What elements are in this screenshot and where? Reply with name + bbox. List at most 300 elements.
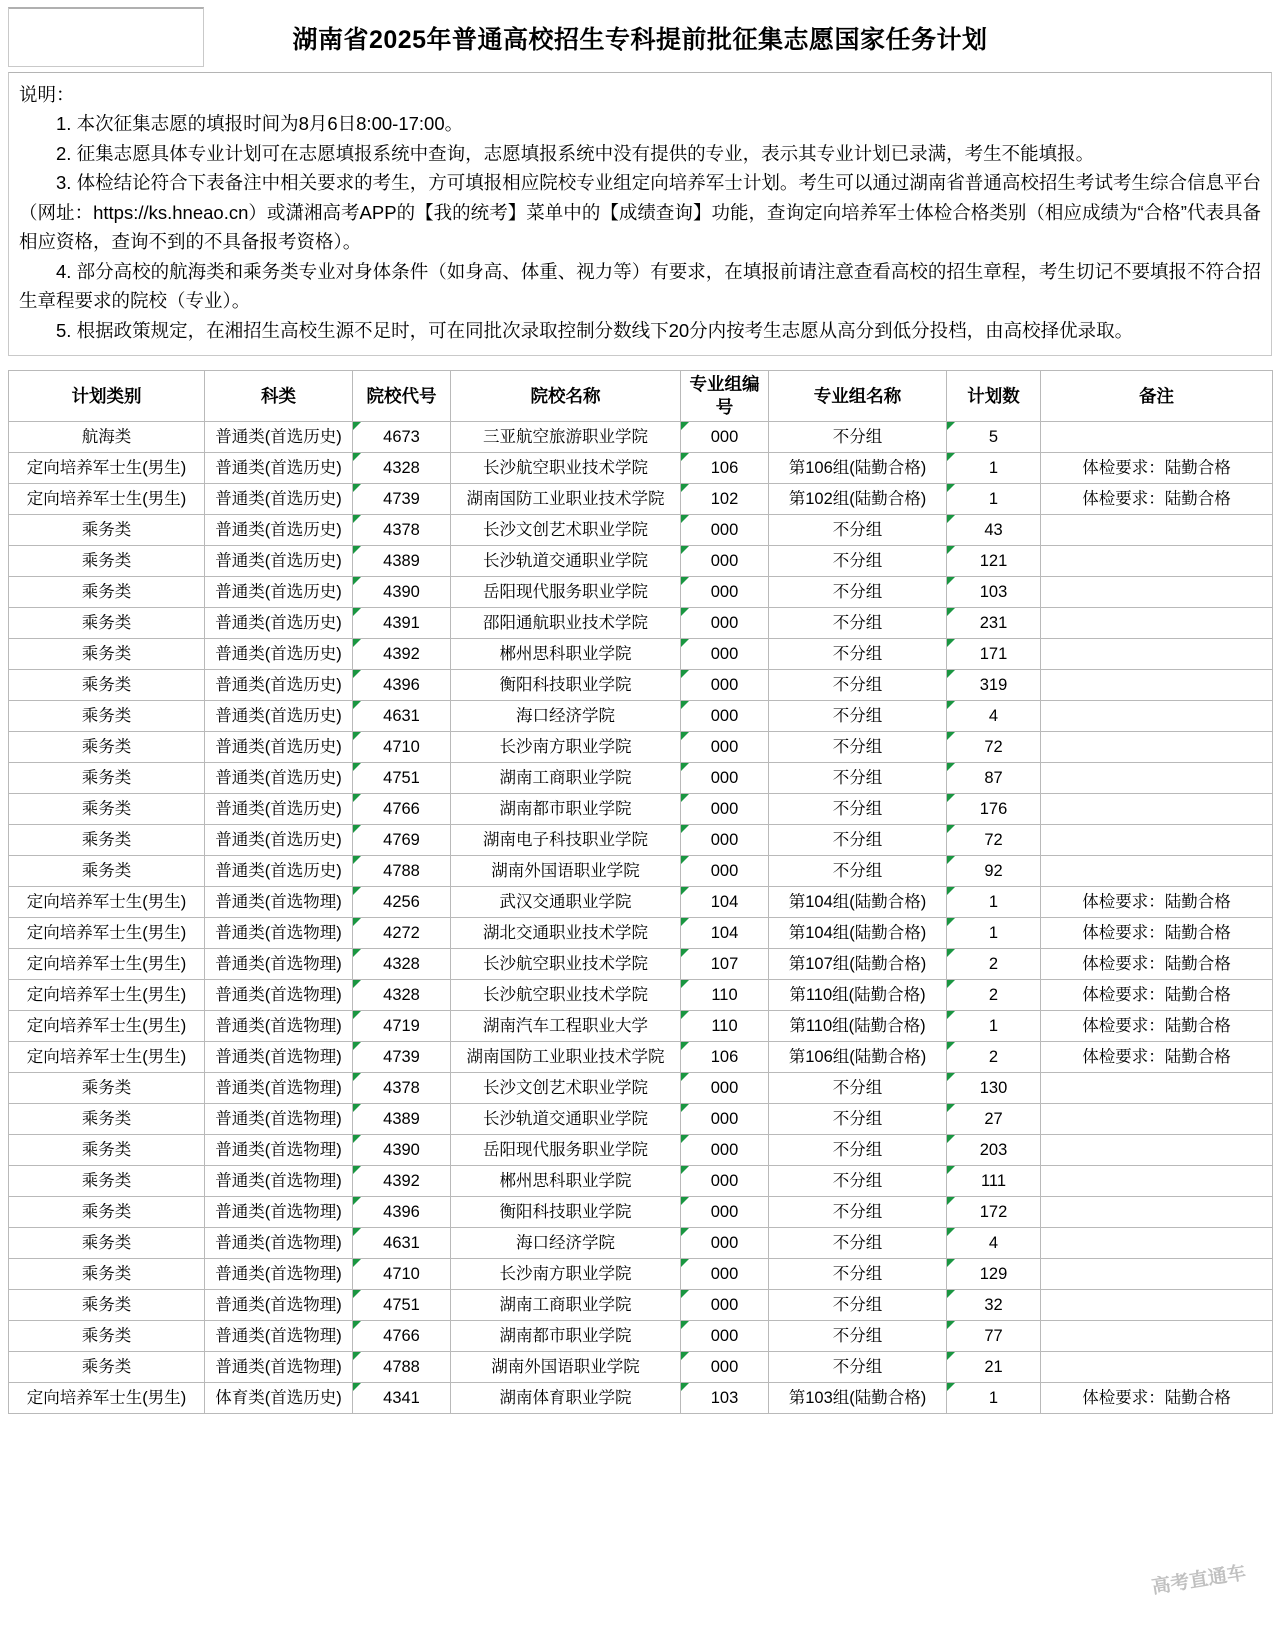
table-header-row	[9, 371, 1273, 422]
plan-school-name: 海口经济学院	[451, 701, 681, 732]
plan-remark	[1041, 422, 1273, 453]
plan-group-name: 不分组	[769, 577, 947, 608]
plan-subject: 普通类(首选物理)	[205, 1135, 353, 1166]
plan-count: 4	[947, 701, 1041, 732]
plan-group-name: 不分组	[769, 1104, 947, 1135]
plan-subject: 普通类(首选物理)	[205, 1042, 353, 1073]
plan-subject: 普通类(首选物理)	[205, 1290, 353, 1321]
plan-group-name: 不分组	[769, 1259, 947, 1290]
plan-table	[8, 370, 1273, 1414]
table-row	[9, 701, 1273, 732]
plan-count: 319	[947, 670, 1041, 701]
plan-category: 定向培养军士生(男生)	[9, 1383, 205, 1414]
plan-table-wrapper	[8, 370, 1272, 1414]
plan-category: 定向培养军士生(男生)	[9, 887, 205, 918]
plan-group-number: 104	[681, 887, 769, 918]
plan-school-code: 4272	[353, 918, 451, 949]
plan-remark: 体检要求：陆勤合格	[1041, 1042, 1273, 1073]
plan-group-number: 000	[681, 515, 769, 546]
plan-group-name: 不分组	[769, 1321, 947, 1352]
plan-group-name: 不分组	[769, 515, 947, 546]
plan-subject: 普通类(首选历史)	[205, 577, 353, 608]
plan-subject: 普通类(首选历史)	[205, 701, 353, 732]
plan-subject: 普通类(首选物理)	[205, 887, 353, 918]
plan-school-code: 4391	[353, 608, 451, 639]
plan-group-number: 000	[681, 763, 769, 794]
plan-group-number: 104	[681, 918, 769, 949]
plan-group-name: 不分组	[769, 1352, 947, 1383]
plan-group-number: 102	[681, 484, 769, 515]
plan-remark	[1041, 546, 1273, 577]
plan-school-name: 衡阳科技职业学院	[451, 1197, 681, 1228]
plan-remark	[1041, 515, 1273, 546]
plan-remark	[1041, 1166, 1273, 1197]
plan-count: 5	[947, 422, 1041, 453]
plan-count: 129	[947, 1259, 1041, 1290]
plan-count: 2	[947, 1042, 1041, 1073]
plan-count: 72	[947, 732, 1041, 763]
plan-category: 乘务类	[9, 639, 205, 670]
plan-subject: 普通类(首选历史)	[205, 825, 353, 856]
plan-school-name: 岳阳现代服务职业学院	[451, 577, 681, 608]
plan-group-name: 不分组	[769, 1073, 947, 1104]
plan-group-number: 110	[681, 1011, 769, 1042]
plan-group-number: 000	[681, 577, 769, 608]
plan-school-name: 海口经济学院	[451, 1228, 681, 1259]
table-row	[9, 980, 1273, 1011]
table-row	[9, 1383, 1273, 1414]
plan-school-code: 4392	[353, 639, 451, 670]
plan-school-code: 4631	[353, 1228, 451, 1259]
plan-category: 乘务类	[9, 577, 205, 608]
plan-group-number: 000	[681, 794, 769, 825]
plan-school-code: 4328	[353, 980, 451, 1011]
plan-subject: 普通类(首选历史)	[205, 670, 353, 701]
plan-group-number: 000	[681, 546, 769, 577]
plan-school-name: 湖南外国语职业学院	[451, 856, 681, 887]
plan-group-name: 不分组	[769, 1228, 947, 1259]
plan-remark: 体检要求：陆勤合格	[1041, 1383, 1273, 1414]
plan-school-code: 4396	[353, 670, 451, 701]
plan-group-name: 第106组(陆勤合格)	[769, 1042, 947, 1073]
plan-school-name: 长沙航空职业技术学院	[451, 980, 681, 1011]
plan-school-name: 岳阳现代服务职业学院	[451, 1135, 681, 1166]
plan-count: 1	[947, 453, 1041, 484]
table-row	[9, 1259, 1273, 1290]
plan-count: 77	[947, 1321, 1041, 1352]
plan-group-name: 第103组(陆勤合格)	[769, 1383, 947, 1414]
plan-school-code: 4328	[353, 453, 451, 484]
plan-remark	[1041, 1073, 1273, 1104]
plan-remark	[1041, 856, 1273, 887]
plan-group-number: 000	[681, 1135, 769, 1166]
plan-group-number: 000	[681, 1166, 769, 1197]
plan-remark	[1041, 1228, 1273, 1259]
plan-school-code: 4631	[353, 701, 451, 732]
plan-school-code: 4788	[353, 856, 451, 887]
plan-subject: 普通类(首选物理)	[205, 949, 353, 980]
plan-school-code: 4673	[353, 422, 451, 453]
plan-school-code: 4751	[353, 1290, 451, 1321]
plan-school-code: 4378	[353, 1073, 451, 1104]
plan-category: 乘务类	[9, 1290, 205, 1321]
plan-category: 定向培养军士生(男生)	[9, 484, 205, 515]
plan-remark	[1041, 701, 1273, 732]
plan-count: 130	[947, 1073, 1041, 1104]
plan-category: 乘务类	[9, 1166, 205, 1197]
plan-count: 231	[947, 608, 1041, 639]
plan-school-name: 长沙轨道交通职业学院	[451, 1104, 681, 1135]
plan-subject: 普通类(首选物理)	[205, 1104, 353, 1135]
plan-category: 乘务类	[9, 1321, 205, 1352]
plan-category: 乘务类	[9, 608, 205, 639]
plan-school-name: 湖南国防工业职业技术学院	[451, 484, 681, 515]
table-row	[9, 1042, 1273, 1073]
plan-subject: 普通类(首选历史)	[205, 422, 353, 453]
column-header-remark: 备注	[1041, 371, 1273, 422]
plan-subject: 普通类(首选历史)	[205, 484, 353, 515]
plan-category: 定向培养军士生(男生)	[9, 949, 205, 980]
table-row	[9, 887, 1273, 918]
plan-category: 乘务类	[9, 1073, 205, 1104]
plan-school-code: 4739	[353, 1042, 451, 1073]
plan-school-code: 4378	[353, 515, 451, 546]
plan-school-name: 湖南汽车工程职业大学	[451, 1011, 681, 1042]
plan-group-number: 000	[681, 1228, 769, 1259]
plan-school-code: 4710	[353, 732, 451, 763]
plan-school-code: 4389	[353, 546, 451, 577]
plan-group-name: 第110组(陆勤合格)	[769, 1011, 947, 1042]
plan-count: 171	[947, 639, 1041, 670]
plan-school-code: 4719	[353, 1011, 451, 1042]
plan-count: 4	[947, 1228, 1041, 1259]
plan-group-number: 000	[681, 1259, 769, 1290]
plan-school-code: 4396	[353, 1197, 451, 1228]
note-item-3: 3. 体检结论符合下表备注中相关要求的考生，方可填报相应院校专业组定向培养军士计划。考生可以通过湖南省普通高校招生考试考生综合信息平台（网址：https://ks.hneao.cn）或潇湘高考APP的【我的统考】菜单中的【成绩查询】功能，查询定向培养军士体检合格类别（相应成绩为“合格”代表具备相应资格，查询不到的不具备报考资格）。	[19, 172, 1261, 252]
plan-school-name: 湖南都市职业学院	[451, 1321, 681, 1352]
plan-group-name: 不分组	[769, 546, 947, 577]
plan-group-name: 不分组	[769, 856, 947, 887]
plan-subject: 普通类(首选物理)	[205, 1228, 353, 1259]
plan-count: 176	[947, 794, 1041, 825]
plan-category: 乘务类	[9, 1352, 205, 1383]
plan-remark	[1041, 577, 1273, 608]
table-row	[9, 1228, 1273, 1259]
plan-subject: 普通类(首选物理)	[205, 980, 353, 1011]
plan-group-name: 第104组(陆勤合格)	[769, 887, 947, 918]
table-body	[9, 422, 1273, 1414]
plan-group-number: 000	[681, 1352, 769, 1383]
plan-school-code: 4256	[353, 887, 451, 918]
plan-school-code: 4392	[353, 1166, 451, 1197]
plan-school-code: 4788	[353, 1352, 451, 1383]
plan-school-name: 郴州思科职业学院	[451, 639, 681, 670]
table-row	[9, 856, 1273, 887]
plan-group-name: 第104组(陆勤合格)	[769, 918, 947, 949]
plan-school-name: 湖南都市职业学院	[451, 794, 681, 825]
plan-subject: 普通类(首选历史)	[205, 546, 353, 577]
plan-group-name: 不分组	[769, 608, 947, 639]
plan-subject: 普通类(首选历史)	[205, 515, 353, 546]
table-row	[9, 639, 1273, 670]
plan-category: 乘务类	[9, 1135, 205, 1166]
plan-subject: 普通类(首选物理)	[205, 918, 353, 949]
table-row	[9, 794, 1273, 825]
plan-remark: 体检要求：陆勤合格	[1041, 980, 1273, 1011]
plan-subject: 普通类(首选物理)	[205, 1197, 353, 1228]
plan-school-code: 4710	[353, 1259, 451, 1290]
plan-remark	[1041, 763, 1273, 794]
plan-group-number: 000	[681, 856, 769, 887]
plan-subject: 普通类(首选历史)	[205, 453, 353, 484]
table-head	[9, 371, 1273, 422]
plan-school-name: 湖南工商职业学院	[451, 763, 681, 794]
plan-school-code: 4766	[353, 794, 451, 825]
plan-group-name: 不分组	[769, 732, 947, 763]
plan-remark	[1041, 1290, 1273, 1321]
plan-group-name: 不分组	[769, 1290, 947, 1321]
plan-remark	[1041, 1321, 1273, 1352]
plan-count: 1	[947, 1011, 1041, 1042]
plan-subject: 体育类(首选历史)	[205, 1383, 353, 1414]
plan-remark: 体检要求：陆勤合格	[1041, 1011, 1273, 1042]
plan-group-name: 不分组	[769, 763, 947, 794]
plan-group-name: 不分组	[769, 1166, 947, 1197]
plan-count: 1	[947, 484, 1041, 515]
table-row	[9, 484, 1273, 515]
plan-school-name: 湖南工商职业学院	[451, 1290, 681, 1321]
plan-count: 172	[947, 1197, 1041, 1228]
notes-heading: 说明：	[19, 84, 75, 105]
plan-school-code: 4739	[353, 484, 451, 515]
plan-subject: 普通类(首选历史)	[205, 639, 353, 670]
plan-subject: 普通类(首选物理)	[205, 1321, 353, 1352]
plan-remark	[1041, 1352, 1273, 1383]
plan-school-name: 湖南体育职业学院	[451, 1383, 681, 1414]
table-row	[9, 763, 1273, 794]
plan-remark	[1041, 1259, 1273, 1290]
plan-subject: 普通类(首选物理)	[205, 1073, 353, 1104]
plan-school-code: 4769	[353, 825, 451, 856]
plan-subject: 普通类(首选历史)	[205, 794, 353, 825]
plan-group-number: 000	[681, 1197, 769, 1228]
column-header-subject: 科类	[205, 371, 353, 422]
plan-count: 1	[947, 1383, 1041, 1414]
page-title: 湖南省2025年普通高校招生专科提前批征集志愿国家任务计划	[292, 26, 988, 54]
plan-count: 72	[947, 825, 1041, 856]
plan-category: 定向培养军士生(男生)	[9, 453, 205, 484]
table-row	[9, 1011, 1273, 1042]
column-header-school: 院校名称	[451, 371, 681, 422]
column-header-count: 计划数	[947, 371, 1041, 422]
plan-school-name: 长沙轨道交通职业学院	[451, 546, 681, 577]
plan-category: 乘务类	[9, 1104, 205, 1135]
table-row	[9, 515, 1273, 546]
note-item-5: 5. 根据政策规定，在湘招生高校生源不足时，可在同批次录取控制分数线下20分内按考生志愿从高分到低分投档，由高校择优录取。	[56, 319, 1134, 341]
plan-school-code: 4390	[353, 577, 451, 608]
plan-category: 乘务类	[9, 515, 205, 546]
plan-school-name: 湖北交通职业技术学院	[451, 918, 681, 949]
plan-category: 乘务类	[9, 732, 205, 763]
plan-remark	[1041, 732, 1273, 763]
table-row	[9, 1166, 1273, 1197]
table-row	[9, 918, 1273, 949]
plan-group-name: 不分组	[769, 422, 947, 453]
plan-group-number: 000	[681, 701, 769, 732]
plan-subject: 普通类(首选物理)	[205, 1011, 353, 1042]
plan-count: 1	[947, 887, 1041, 918]
plan-group-number: 000	[681, 639, 769, 670]
note-item-4: 4. 部分高校的航海类和乘务类专业对身体条件（如身高、体重、视力等）有要求，在填报前请注意查看高校的招生章程，考生切记不要填报不符合招生章程要求的院校（专业）。	[19, 260, 1261, 311]
table-row	[9, 422, 1273, 453]
column-header-group-name: 专业组名称	[769, 371, 947, 422]
plan-count: 103	[947, 577, 1041, 608]
plan-remark	[1041, 825, 1273, 856]
plan-group-number: 107	[681, 949, 769, 980]
table-row	[9, 577, 1273, 608]
plan-count: 92	[947, 856, 1041, 887]
table-row	[9, 1352, 1273, 1383]
table-row	[9, 825, 1273, 856]
plan-remark: 体检要求：陆勤合格	[1041, 484, 1273, 515]
plan-group-number: 000	[681, 422, 769, 453]
plan-school-name: 长沙南方职业学院	[451, 732, 681, 763]
plan-category: 乘务类	[9, 1228, 205, 1259]
table-row	[9, 670, 1273, 701]
plan-remark	[1041, 1197, 1273, 1228]
plan-category: 乘务类	[9, 825, 205, 856]
plan-subject: 普通类(首选物理)	[205, 1352, 353, 1383]
plan-group-name: 不分组	[769, 1197, 947, 1228]
plan-school-code: 4341	[353, 1383, 451, 1414]
plan-remark: 体检要求：陆勤合格	[1041, 887, 1273, 918]
table-row	[9, 1073, 1273, 1104]
table-row	[9, 1321, 1273, 1352]
plan-school-name: 长沙文创艺术职业学院	[451, 515, 681, 546]
plan-school-name: 湖南外国语职业学院	[451, 1352, 681, 1383]
plan-category: 乘务类	[9, 701, 205, 732]
plan-school-name: 三亚航空旅游职业学院	[451, 422, 681, 453]
plan-group-name: 不分组	[769, 825, 947, 856]
plan-group-name: 不分组	[769, 794, 947, 825]
plan-school-code: 4328	[353, 949, 451, 980]
top-strip	[0, 0, 1280, 72]
plan-category: 航海类	[9, 422, 205, 453]
plan-school-name: 邵阳通航职业技术学院	[451, 608, 681, 639]
plan-group-name: 不分组	[769, 701, 947, 732]
column-header-category: 计划类别	[9, 371, 205, 422]
plan-group-number: 110	[681, 980, 769, 1011]
plan-count: 1	[947, 918, 1041, 949]
plan-subject: 普通类(首选历史)	[205, 856, 353, 887]
plan-category: 乘务类	[9, 670, 205, 701]
plan-remark	[1041, 794, 1273, 825]
plan-group-number: 103	[681, 1383, 769, 1414]
plan-school-name: 长沙南方职业学院	[451, 1259, 681, 1290]
plan-group-number: 106	[681, 1042, 769, 1073]
plan-remark	[1041, 608, 1273, 639]
column-header-group: 专业组编号	[681, 371, 769, 422]
plan-group-number: 000	[681, 1073, 769, 1104]
plan-school-name: 武汉交通职业学院	[451, 887, 681, 918]
plan-count: 32	[947, 1290, 1041, 1321]
plan-remark: 体检要求：陆勤合格	[1041, 949, 1273, 980]
plan-school-code: 4390	[353, 1135, 451, 1166]
note-item-1: 1. 本次征集志愿的填报时间为8月6日8:00-17:00。	[56, 113, 464, 134]
plan-category: 定向培养军士生(男生)	[9, 980, 205, 1011]
plan-remark	[1041, 670, 1273, 701]
plan-remark: 体检要求：陆勤合格	[1041, 918, 1273, 949]
plan-count: 111	[947, 1166, 1041, 1197]
plan-category: 定向培养军士生(男生)	[9, 1042, 205, 1073]
plan-count: 121	[947, 546, 1041, 577]
plan-school-name: 湖南国防工业职业技术学院	[451, 1042, 681, 1073]
plan-category: 乘务类	[9, 1197, 205, 1228]
plan-school-name: 湖南电子科技职业学院	[451, 825, 681, 856]
plan-group-name: 不分组	[769, 639, 947, 670]
plan-category: 乘务类	[9, 856, 205, 887]
plan-remark	[1041, 1135, 1273, 1166]
plan-group-number: 000	[681, 608, 769, 639]
plan-category: 乘务类	[9, 763, 205, 794]
plan-subject: 普通类(首选物理)	[205, 1166, 353, 1197]
plan-count: 21	[947, 1352, 1041, 1383]
plan-remark: 体检要求：陆勤合格	[1041, 453, 1273, 484]
plan-category: 乘务类	[9, 546, 205, 577]
plan-group-number: 000	[681, 670, 769, 701]
plan-school-code: 4766	[353, 1321, 451, 1352]
plan-count: 27	[947, 1104, 1041, 1135]
plan-school-name: 长沙文创艺术职业学院	[451, 1073, 681, 1104]
plan-category: 定向培养军士生(男生)	[9, 1011, 205, 1042]
plan-group-name: 不分组	[769, 1135, 947, 1166]
plan-subject: 普通类(首选历史)	[205, 763, 353, 794]
plan-group-name: 不分组	[769, 670, 947, 701]
table-row	[9, 949, 1273, 980]
plan-count: 203	[947, 1135, 1041, 1166]
plan-subject: 普通类(首选物理)	[205, 1259, 353, 1290]
plan-group-number: 000	[681, 732, 769, 763]
plan-group-name: 第106组(陆勤合格)	[769, 453, 947, 484]
table-row	[9, 546, 1273, 577]
plan-school-code: 4389	[353, 1104, 451, 1135]
plan-count: 2	[947, 980, 1041, 1011]
plan-school-name: 衡阳科技职业学院	[451, 670, 681, 701]
plan-remark	[1041, 639, 1273, 670]
plan-school-name: 长沙航空职业技术学院	[451, 453, 681, 484]
plan-group-number: 000	[681, 1104, 769, 1135]
plan-count: 87	[947, 763, 1041, 794]
plan-group-name: 第110组(陆勤合格)	[769, 980, 947, 1011]
plan-group-number: 000	[681, 1321, 769, 1352]
plan-remark	[1041, 1104, 1273, 1135]
plan-category: 乘务类	[9, 1259, 205, 1290]
notes-block	[8, 72, 1272, 356]
column-header-code: 院校代号	[353, 371, 451, 422]
table-row	[9, 732, 1273, 763]
table-row	[9, 1135, 1273, 1166]
plan-school-name: 郴州思科职业学院	[451, 1166, 681, 1197]
table-row	[9, 1290, 1273, 1321]
plan-group-name: 第107组(陆勤合格)	[769, 949, 947, 980]
plan-school-name: 长沙航空职业技术学院	[451, 949, 681, 980]
plan-count: 43	[947, 515, 1041, 546]
table-row	[9, 453, 1273, 484]
table-row	[9, 608, 1273, 639]
plan-school-code: 4751	[353, 763, 451, 794]
plan-category: 乘务类	[9, 794, 205, 825]
plan-group-number: 000	[681, 1290, 769, 1321]
